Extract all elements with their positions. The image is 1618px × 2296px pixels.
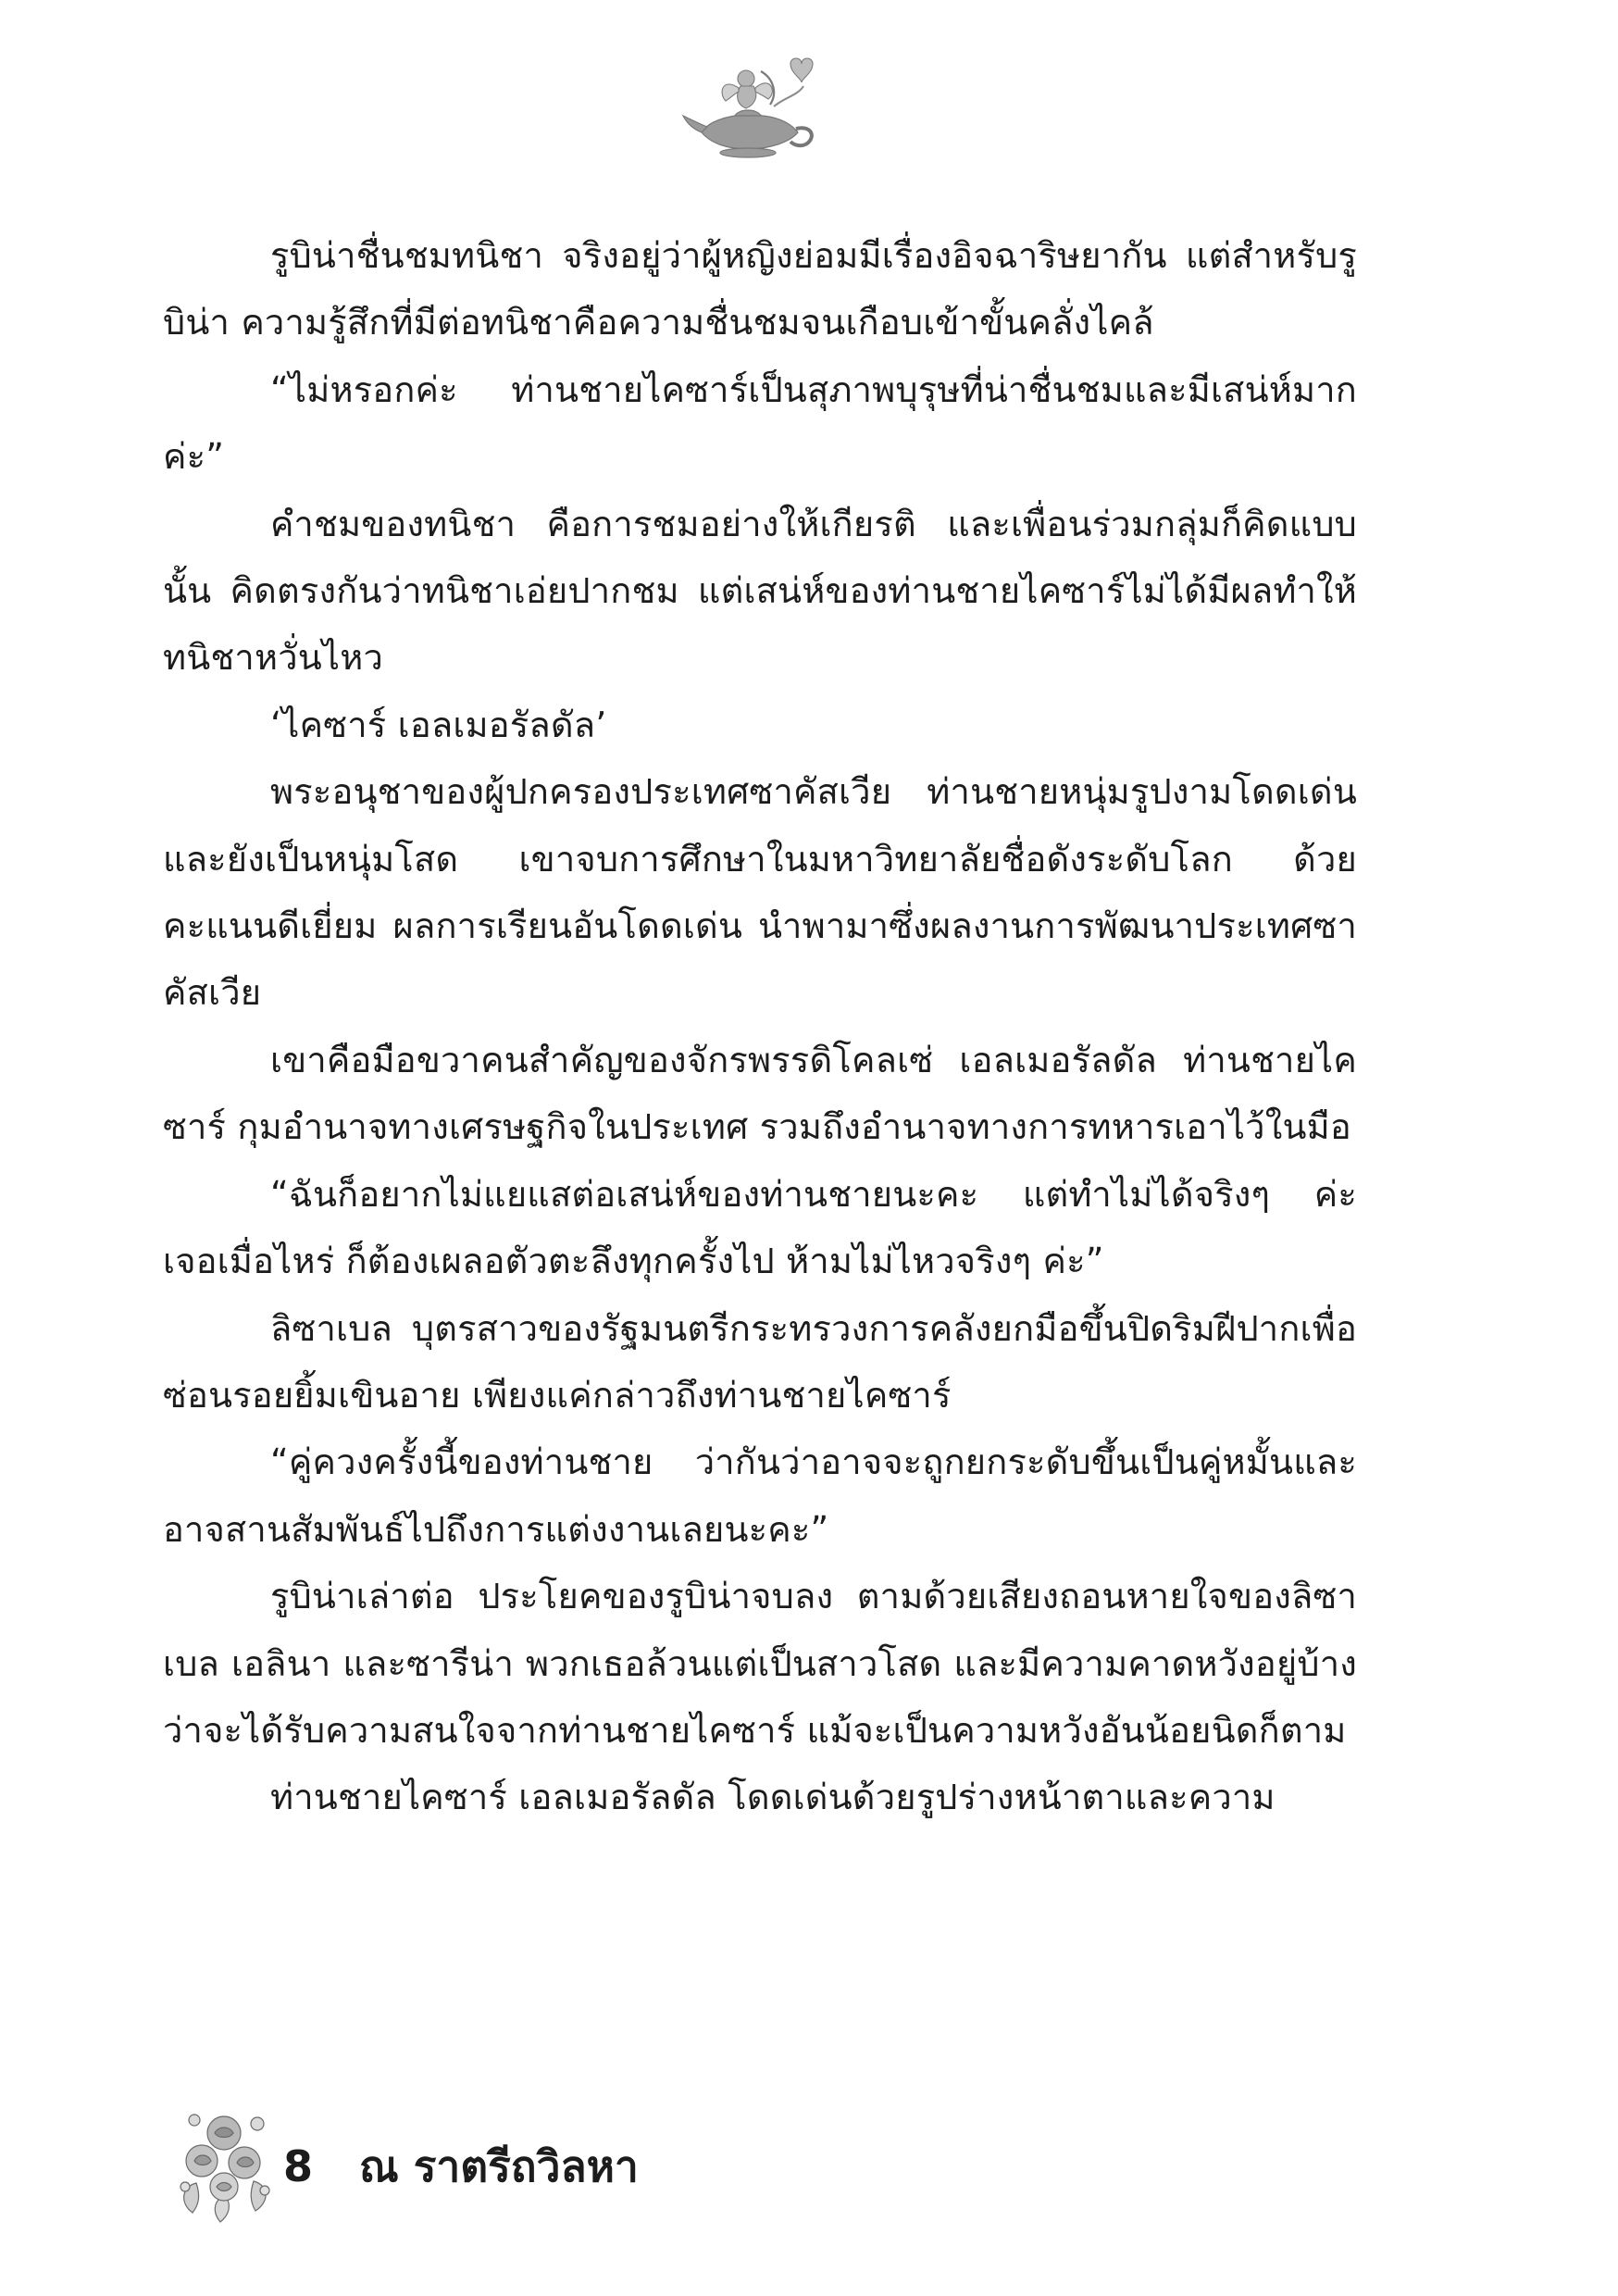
paragraph: รูบิน่าเล่าต่อ ประโยคของรูบิน่าจบลง ตามด้วยเสียงถอนหายใจของลิซาเบล เอลินา และซารีน่า พวกเธอล้วนแต่เป็นสาวโสด และมีความคาดหวังอยู่บ้าง ว่าจะได้รับความสนใจจากท่านชายไคซาร์ แม้จะเป็นความหวังอันน้อยนิดก็ตาม (163, 1576, 1357, 1751)
paragraph: “ฉันก็อยากไม่แยแสต่อเสน่ห์ของท่านชายนะคะ แต่ทำไม่ได้จริงๆ ค่ะ เจอเมื่อไหร่ ก็ต้องเผลอตัวตะลึงทุกครั้งไป ห้ามไม่ไหวจริงๆ ค่ะ” (163, 1173, 1357, 1282)
paragraph: “ไม่หรอกค่ะ ท่านชายไคซาร์เป็นสุภาพบุรุษที่น่าชื่นชมและมีเสน่ห์มากค่ะ” (163, 368, 1357, 478)
paragraph: ท่านชายไคซาร์ เอลเมอรัลดัล โดดเด่นด้วยรูปร่างหน้าตาและความ (270, 1777, 1276, 1818)
paragraph: คำชมของทนิชา คือการชมอย่างให้เกียรติ และเพื่อนร่วมกลุ่มก็คิดแบบนั้น คิดตรงกันว่าทนิชาเอ่ยปากชม แต่เสน่ห์ของท่านชายไคซาร์ไม่ได้มีผลทำให้ทนิชาหวั่นไหว (163, 503, 1357, 679)
cupid-teapot-icon (681, 51, 820, 162)
paragraph: เขาคือมือขวาคนสำคัญของจักรพรรดิโคลเซ่ เอลเมอรัลดัล ท่านชายไคซาร์ กุมอำนาจทางเศรษฐกิจในประเทศ รวมถึงอำนาจทางการทหารเอาไว้ในมือ (163, 1039, 1357, 1148)
paragraph: “คู่ควงครั้งนี้ของท่านชาย ว่ากันว่าอาจจะถูกยกระดับขึ้นเป็นคู่หมั้นและอาจสานสัมพันธ์ไปถึงการแต่งงานเลยนะคะ” (163, 1441, 1357, 1550)
page-footer (163, 2102, 829, 2231)
body-text (163, 222, 1357, 1831)
paragraph: พระอนุชาของผู้ปกครองประเทศซาคัสเวีย ท่านชายหนุ่มรูปงามโดดเด่น และยังเป็นหนุ่มโสด เขาจบการศึกษาในมหาวิทยาลัยชื่อดังระดับโลก ด้วยคะแนนดีเยี่ยม ผลการเรียนอันโดดเด่น นำพามาซึ่งผลงานการพัฒนาประเทศซาคัสเวีย (163, 771, 1357, 1014)
paragraph: ‘ไคซาร์ เอลเมอรัลดัล’ (270, 704, 607, 745)
paragraph: รูบิน่าชื่นชมทนิชา จริงอยู่ว่าผู้หญิงย่อมมีเรื่องอิจฉาริษยากัน แต่สำหรับรูบิน่า ความรู้สึกที่มีต่อทนิชาคือความชื่นชมจนเกือบเข้าขั้นคลั่งไคล้ (163, 235, 1357, 343)
rose-bouquet-icon (174, 2102, 276, 2227)
paragraph: ลิซาเบล บุตรสาวของรัฐมนตรีกระทรวงการคลังยกมือขึ้นปิดริมฝีปากเพื่อซ่อนรอยยิ้มเขินอาย เพียงแค่กล่าวถึงท่านชายไคซาร์ (163, 1307, 1357, 1416)
book-title: ณ ราตรีถวิลหา (359, 2141, 639, 2191)
page-number: 8 (283, 2141, 314, 2191)
